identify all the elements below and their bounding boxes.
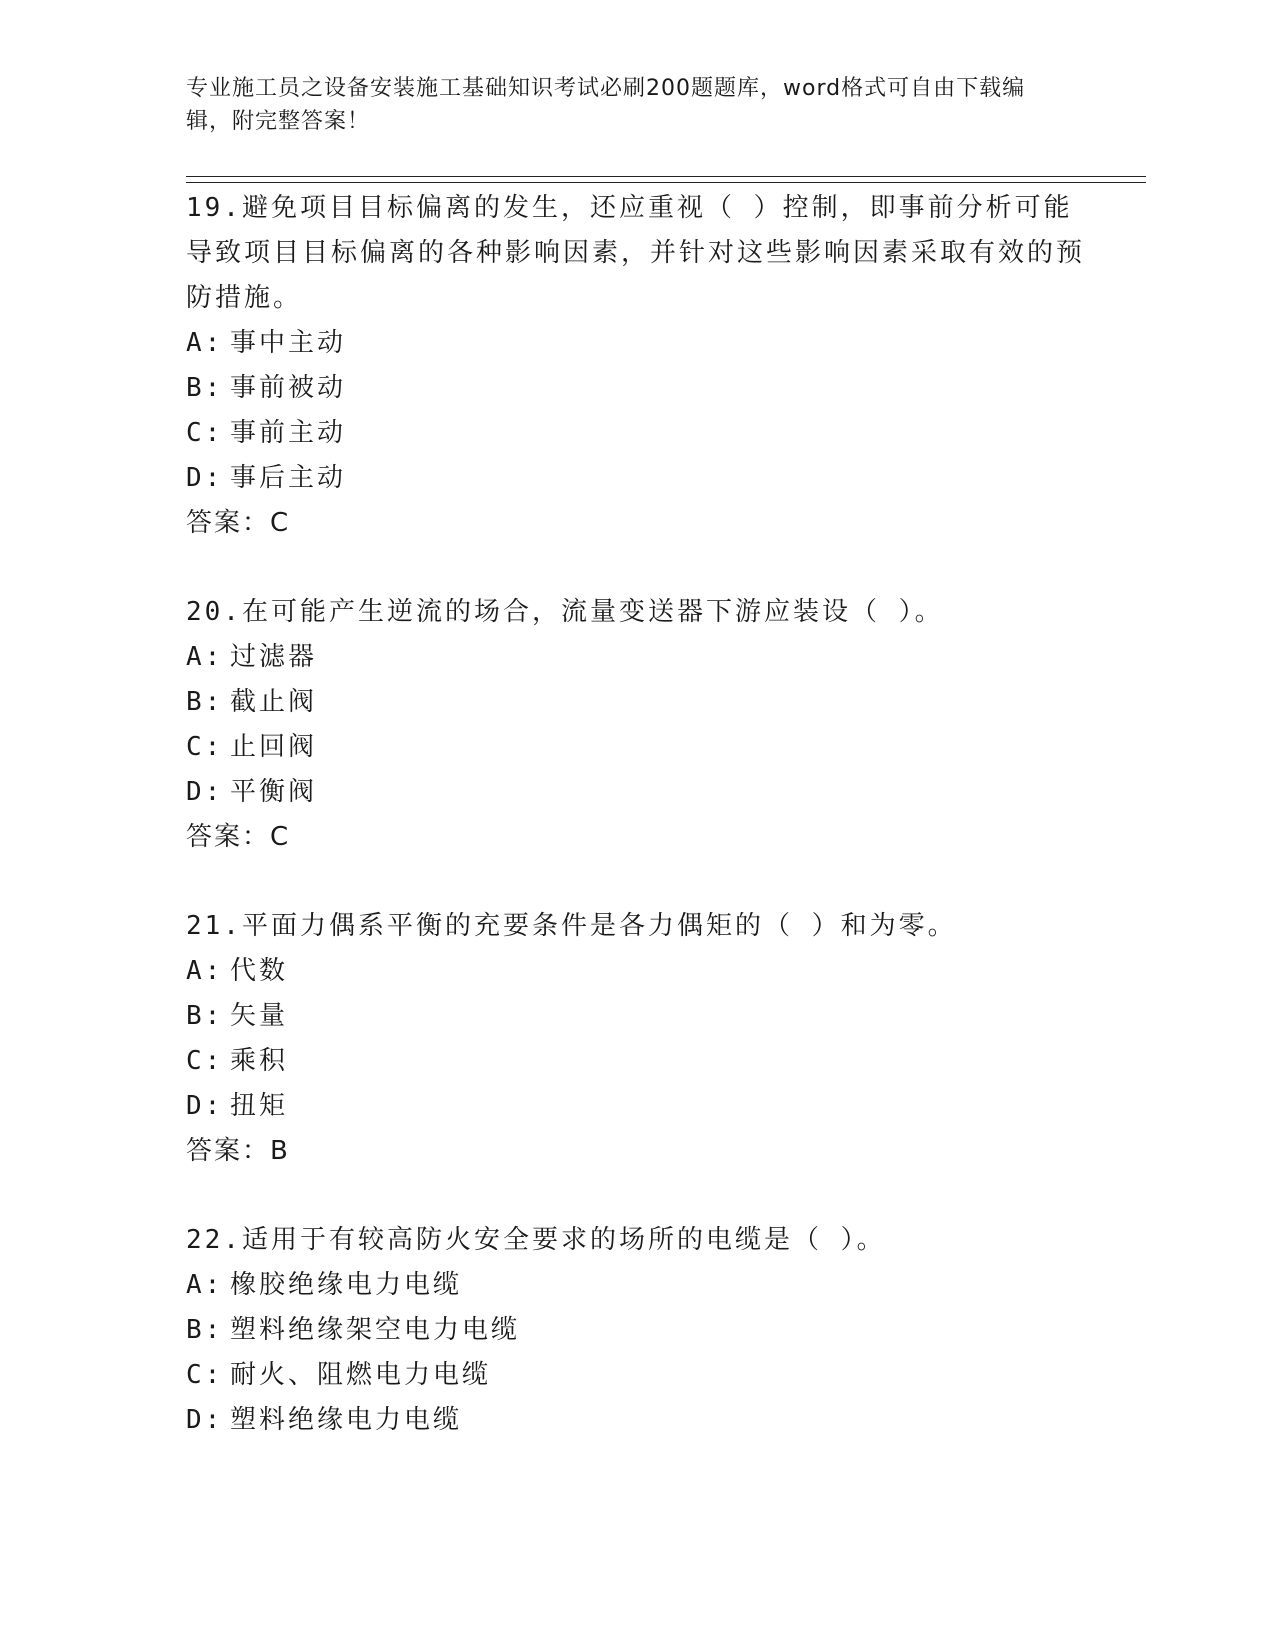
- option-key: B:: [186, 687, 224, 717]
- option-key: C:: [186, 732, 224, 762]
- option-c: [186, 411, 1086, 456]
- question-stem: 20.在可能产生逆流的场合，流量变送器下游应装设（ ）。: [186, 597, 944, 627]
- question-list: [186, 186, 1086, 1443]
- option-key: D:: [186, 1405, 224, 1435]
- option-a: [186, 635, 1086, 680]
- option-key: A:: [186, 956, 224, 986]
- option-text: 扭矩: [230, 1091, 289, 1121]
- option-d: [186, 1084, 1086, 1129]
- option-a: [186, 949, 1086, 994]
- option-c: [186, 725, 1086, 770]
- question-spacer: [186, 1174, 1086, 1218]
- option-a: [186, 1263, 1086, 1308]
- option-b: [186, 994, 1086, 1039]
- option-key: C:: [186, 1360, 224, 1390]
- option-text: 耐火、阻燃电力电缆: [230, 1360, 492, 1390]
- option-text: 事前被动: [230, 373, 347, 403]
- option-text: 过滤器: [230, 642, 318, 672]
- option-d: [186, 456, 1086, 501]
- option-key: B:: [186, 1001, 224, 1031]
- question-stem: 22.适用于有较高防火安全要求的场所的电缆是（ ）。: [186, 1225, 886, 1255]
- option-b: [186, 1308, 1086, 1353]
- option-key: C:: [186, 1046, 224, 1076]
- question-22: [186, 1218, 1086, 1443]
- option-c: [186, 1353, 1086, 1398]
- option-text: 事后主动: [230, 463, 347, 493]
- answer-line: 答案：B: [186, 1136, 290, 1166]
- option-key: A:: [186, 642, 224, 672]
- header-divider-top: [186, 176, 1146, 177]
- option-a: [186, 321, 1086, 366]
- option-b: [186, 366, 1086, 411]
- option-key: D:: [186, 1091, 224, 1121]
- answer-line: 答案：C: [186, 822, 291, 852]
- answer-line: 答案：C: [186, 508, 291, 538]
- question-stem: 21.平面力偶系平衡的充要条件是各力偶矩的（ ）和为零。: [186, 911, 957, 941]
- option-text: 橡胶绝缘电力电缆: [230, 1270, 463, 1300]
- option-key: B:: [186, 1315, 224, 1345]
- option-text: 矢量: [230, 1001, 289, 1031]
- option-text: 乘积: [230, 1046, 289, 1076]
- option-key: B:: [186, 373, 224, 403]
- option-text: 塑料绝缘电力电缆: [230, 1405, 463, 1435]
- question-stem: 19.避免项目目标偏离的发生，还应重视（ ）控制，即事前分析可能导致项目目标偏离的各种影响因素，并针对这些影响因素采取有效的预防措施。: [186, 193, 1086, 313]
- option-text: 平衡阀: [230, 777, 318, 807]
- option-text: 代数: [230, 956, 289, 986]
- option-d: [186, 1398, 1086, 1443]
- question-spacer: [186, 860, 1086, 904]
- option-c: [186, 1039, 1086, 1084]
- question-20: [186, 590, 1086, 860]
- option-text: 事前主动: [230, 418, 347, 448]
- option-key: C:: [186, 418, 224, 448]
- option-text: 事中主动: [230, 328, 347, 358]
- document-header-title: 专业施工员之设备安装施工基础知识考试必刷200题题库，word格式可自由下载编辑，附完整答案！: [186, 76, 1026, 134]
- question-21: [186, 904, 1086, 1174]
- header-divider-bottom: [186, 182, 1146, 183]
- option-key: D:: [186, 463, 224, 493]
- option-d: [186, 770, 1086, 815]
- option-text: 截止阀: [230, 687, 318, 717]
- option-key: A:: [186, 328, 224, 358]
- option-key: A:: [186, 1270, 224, 1300]
- question-19: [186, 186, 1086, 546]
- question-spacer: [186, 546, 1086, 590]
- option-key: D:: [186, 777, 224, 807]
- option-b: [186, 680, 1086, 725]
- option-text: 止回阀: [230, 732, 318, 762]
- option-text: 塑料绝缘架空电力电缆: [230, 1315, 521, 1345]
